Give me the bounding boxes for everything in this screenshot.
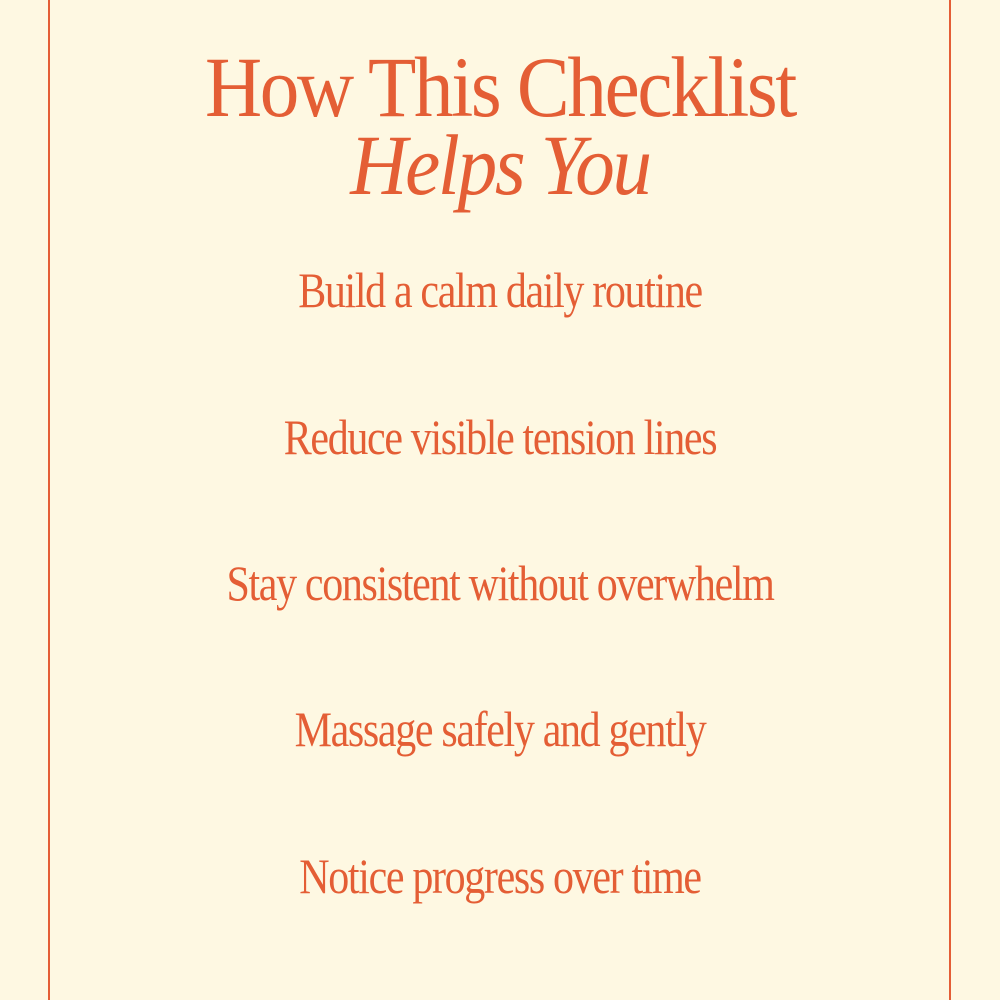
- benefit-item: Build a calm daily routine: [298, 262, 702, 318]
- benefit-item: Stay consistent without overwhelm: [226, 555, 774, 611]
- heading-line-1: How This Checklist: [204, 39, 796, 135]
- benefit-item: Reduce visible tension lines: [283, 409, 717, 465]
- heading-line-2: Helps You: [350, 117, 650, 213]
- benefit-item: Notice progress over time: [299, 848, 701, 904]
- benefit-item: Massage safely and gently: [294, 701, 706, 757]
